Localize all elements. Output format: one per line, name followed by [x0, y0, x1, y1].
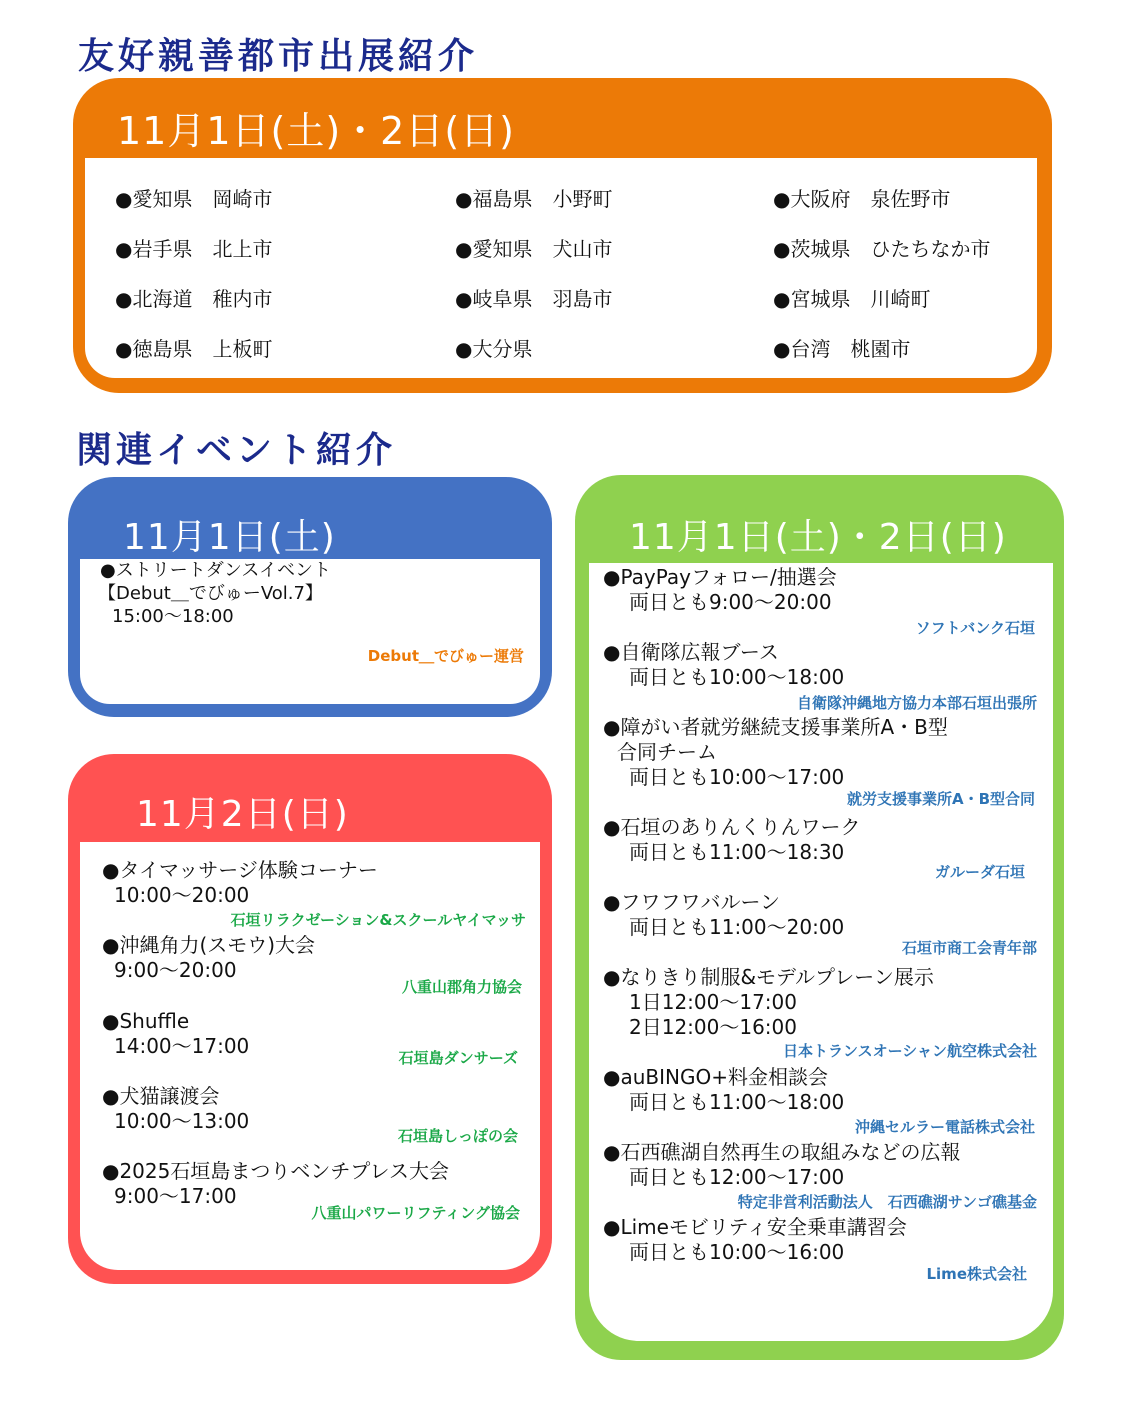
city-item: ●宮城県 川崎町	[773, 287, 931, 311]
event-organizer: 石垣リラクゼーション&スクールヤイマッサ	[230, 911, 526, 929]
event-organizer: 就労支援事業所A・B型合同	[846, 790, 1035, 808]
event-organizer: Debut＿でびゅー運営	[367, 647, 524, 665]
event-time: 10:00～20:00	[114, 883, 250, 907]
city-item: ●大分県	[455, 337, 533, 361]
event-title: ●石西礁湖自然再生の取組みなどの広報	[603, 1140, 961, 1164]
event-organizer: Lime株式会社	[926, 1265, 1027, 1283]
event-title: ●石垣のありんくりんワーク	[603, 815, 861, 839]
event-title: ●フワフワバルーン	[603, 890, 781, 914]
nov2-date: 11月2日(日)	[136, 794, 349, 835]
event-time: 15:00～18:00	[112, 606, 234, 627]
event-time: 両日とも10:00～17:00	[629, 765, 845, 789]
event-organizer: 石垣島ダンサーズ	[398, 1049, 518, 1067]
event-title: ●PayPayフォロー/抽選会	[603, 565, 837, 589]
event-title: ●Shuffle	[102, 1009, 190, 1033]
city-item: ●岩手県 北上市	[115, 237, 273, 261]
event-time: 両日とも12:00～17:00	[629, 1165, 845, 1189]
event-subtitle: 合同チーム	[617, 740, 717, 764]
event-time: 9:00～20:00	[114, 958, 237, 982]
cities-date: 11月1日(土)・2日(日)	[117, 109, 516, 153]
event-title: ●auBINGO+料金相談会	[603, 1065, 828, 1089]
event-title: ●犬猫譲渡会	[102, 1084, 220, 1108]
nov2-events-box	[68, 754, 552, 1284]
event-title: ●タイマッサージ体験コーナー	[102, 858, 378, 882]
both-days-events-list	[589, 563, 1053, 1341]
event-title: ●障がい者就労継続支援事業所A・B型	[603, 715, 948, 739]
event-organizer: 特定非営利活動法人 石西礁湖サンゴ礁基金	[737, 1193, 1037, 1211]
event-time: 9:00～17:00	[114, 1184, 237, 1208]
event-organizer: ガルーダ石垣	[934, 863, 1025, 881]
event-title: ●Limeモビリティ安全乗車講習会	[603, 1215, 907, 1239]
event-title: ●自衛隊広報ブース	[603, 640, 779, 664]
event-title: ●2025石垣島まつりベンチプレス大会	[102, 1159, 449, 1183]
event-title: ●ストリートダンスイベント	[100, 560, 331, 581]
event-organizer: 沖縄セルラー電話株式会社	[854, 1118, 1035, 1136]
city-item: ●茨城県 ひたちなか市	[773, 237, 991, 261]
city-item: ●愛知県 犬山市	[455, 237, 613, 261]
city-item: ●台湾 桃園市	[773, 337, 911, 361]
event-organizer: 石垣島しっぽの会	[397, 1127, 518, 1145]
event-time: 両日とも11:00～18:30	[629, 840, 845, 864]
cities-heading: 友好親善都市出展紹介	[78, 36, 479, 77]
nov2-events-list	[80, 842, 540, 1270]
event-time: 両日とも11:00～18:00	[629, 1090, 845, 1114]
both-days-date: 11月1日(土)・2日(日)	[629, 517, 1007, 558]
event-organizer: 八重山パワーリフティング協会	[311, 1204, 520, 1222]
event-time: 両日とも10:00～18:00	[629, 665, 845, 689]
event-time: 両日とも9:00～20:00	[629, 590, 832, 614]
event-time: 10:00～13:00	[114, 1109, 250, 1133]
event-time: 両日とも10:00～16:00	[629, 1240, 845, 1264]
event-organizer: 石垣市商工会青年部	[901, 939, 1037, 957]
city-item: ●愛知県 岡崎市	[115, 187, 273, 211]
cities-list	[85, 158, 1037, 378]
event-title: ●なりきり制服&モデルプレーン展示	[603, 965, 934, 989]
city-item: ●岐阜県 羽島市	[455, 287, 613, 311]
both-days-events-box	[575, 475, 1064, 1360]
city-item: ●北海道 稚内市	[115, 287, 273, 311]
event-time: 14:00～17:00	[114, 1034, 250, 1058]
nov1-events-box	[68, 477, 552, 717]
event-organizer: ソフトバンク石垣	[915, 619, 1035, 637]
nov1-events-list	[80, 559, 540, 704]
events-heading: 関連イベント紹介	[76, 430, 397, 471]
city-item: ●大阪府 泉佐野市	[773, 187, 951, 211]
city-item: ●福島県 小野町	[455, 187, 613, 211]
event-title: ●沖縄角力(スモウ)大会	[102, 933, 316, 957]
event-time: 両日とも11:00～20:00	[629, 915, 845, 939]
event-time: 2日12:00～16:00	[629, 1015, 797, 1039]
event-organizer: 日本トランスオーシャン航空株式会社	[783, 1042, 1037, 1060]
event-subtitle: 【Debut＿でびゅーVol.7】	[98, 583, 323, 604]
nov1-date: 11月1日(土)	[123, 517, 336, 558]
event-organizer: 自衛隊沖縄地方協力本部石垣出張所	[796, 694, 1037, 712]
city-item: ●徳島県 上板町	[115, 337, 273, 361]
cities-box	[73, 78, 1052, 393]
event-time: 1日12:00～17:00	[629, 990, 797, 1014]
event-organizer: 八重山郡角力協会	[401, 978, 522, 996]
